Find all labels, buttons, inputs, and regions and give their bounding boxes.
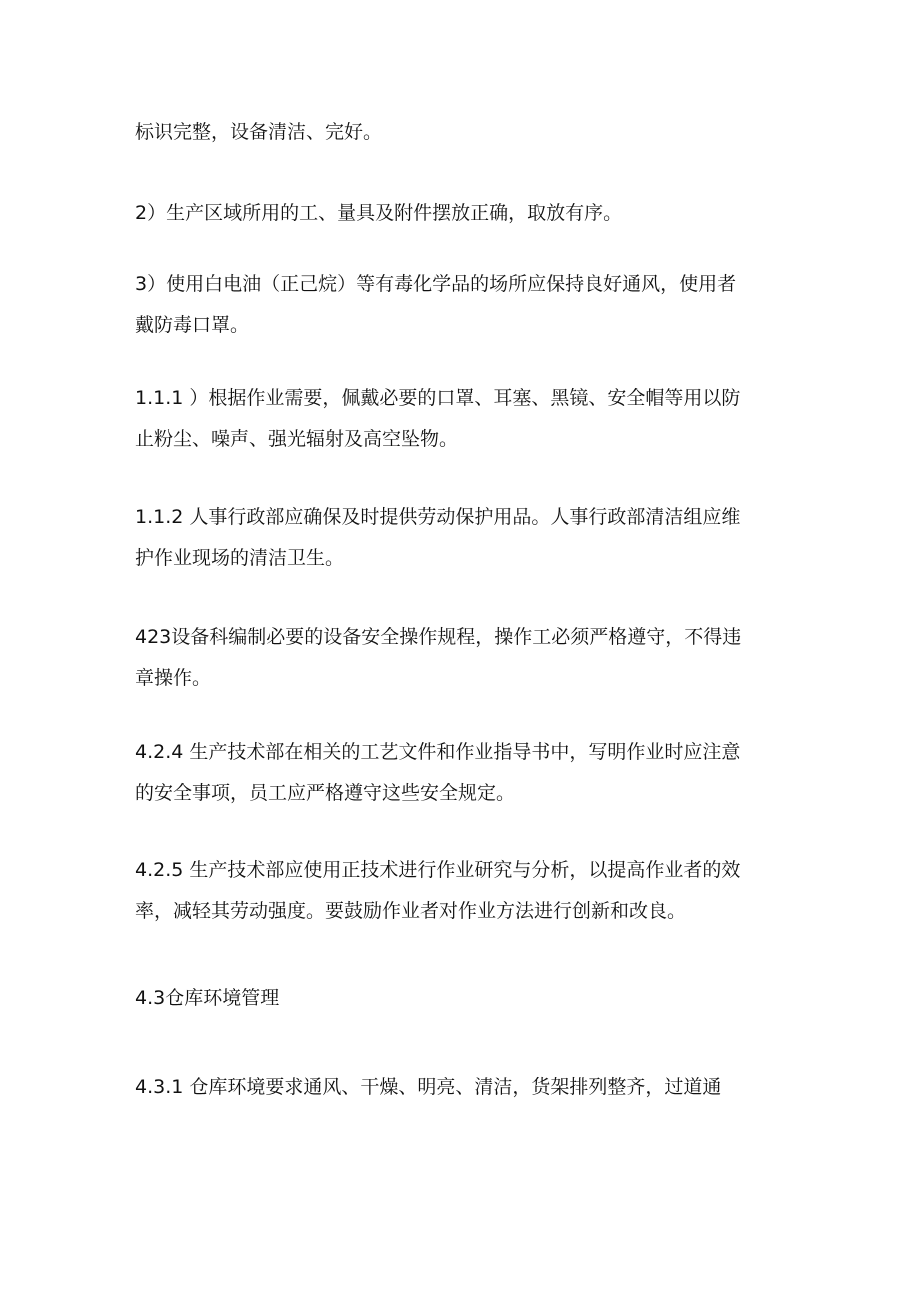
text-line: 4.3.1 仓库环境要求通风、干燥、明亮、清洁，货架排列整齐，过道通 — [135, 1076, 722, 1098]
paragraph-1-1-1-protective-gear — [135, 378, 785, 460]
paragraph-423-operating-rules — [135, 617, 785, 699]
text-line: 2）生产区域所用的工、量具及附件摆放正确，取放有序。 — [135, 202, 623, 224]
section-heading-4-3-warehouse — [135, 978, 785, 1019]
text-line: 止粉尘、噪声、强光辐射及高空坠物。 — [135, 428, 459, 450]
text-line: 护作业现场的清洁卫生。 — [135, 547, 345, 569]
text-line: 4.2.5 生产技术部应使用正技术进行作业研究与分析，以提高作业者的效 — [135, 859, 741, 881]
paragraph-1-1-2-hr-supplies — [135, 497, 785, 579]
text-line: 的安全事项，员工应严格遵守这些安全规定。 — [135, 782, 516, 804]
text-line: 3）使用白电油（正己烷）等有毒化学品的场所应保持良好通风，使用者 — [135, 273, 737, 295]
text-line: 4.3仓库环境管理 — [135, 987, 280, 1009]
text-line: 章操作。 — [135, 667, 212, 689]
paragraph-tools-placement — [135, 193, 785, 234]
text-line: 423设备科编制必要的设备安全操作规程，操作工必须严格遵守，不得违 — [135, 626, 742, 648]
paragraph-4-2-4-safety-items — [135, 732, 785, 814]
paragraph-equipment-status — [135, 112, 785, 153]
paragraph-4-2-5-work-study — [135, 850, 785, 932]
text-line: 标识完整，设备清洁、完好。 — [135, 121, 383, 143]
text-line: 1.1.2 人事行政部应确保及时提供劳动保护用品。人事行政部清洁组应维 — [135, 506, 741, 528]
paragraph-4-3-1-warehouse-requirements — [135, 1067, 785, 1108]
text-line: 率，减轻其劳动强度。要鼓励作业者对作业方法进行创新和改良。 — [135, 900, 687, 922]
text-line: 4.2.4 生产技术部在相关的工艺文件和作业指导书中，写明作业时应注意 — [135, 741, 741, 763]
text-line: 戴防毒口罩。 — [135, 314, 250, 336]
text-line: 1.1.1 ）根据作业需要，佩戴必要的口罩、耳塞、黑镜、安全帽等用以防 — [135, 387, 741, 409]
paragraph-chemical-ventilation — [135, 264, 785, 346]
